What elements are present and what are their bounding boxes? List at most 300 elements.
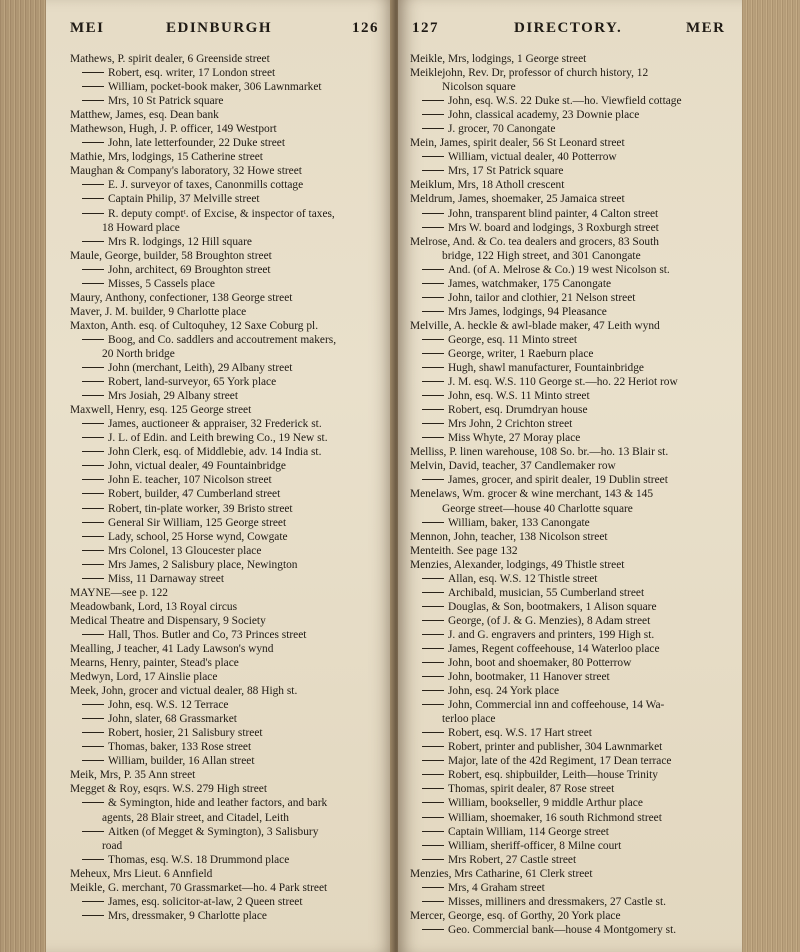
directory-entry	[410, 698, 726, 712]
entry-text: William, baker, 133 Canongate	[448, 516, 590, 529]
entry-text: Maxwell, Henry, esq. 125 George street	[70, 404, 252, 417]
entry-text: Geo. Commercial bank—house 4 Montgomery st.	[448, 923, 677, 936]
ditto-dash	[422, 395, 444, 396]
ditto-dash	[82, 493, 104, 494]
ditto-dash	[82, 634, 104, 635]
entry-text: Lady, school, 25 Horse wynd, Cowgate	[108, 530, 288, 543]
directory-entry	[70, 403, 382, 417]
entry-text: E. J. surveyor of taxes, Canonmills cottage	[108, 179, 304, 192]
entry-text: J. M. esq. W.S. 110 George st.—ho. 22 Heriot row	[448, 376, 678, 389]
ditto-dash	[422, 774, 444, 775]
entry-text: George street—house 40 Charlotte square	[442, 502, 633, 515]
ditto-dash	[422, 311, 444, 312]
ditto-dash	[422, 929, 444, 930]
ditto-dash	[82, 522, 104, 523]
ditto-dash	[422, 479, 444, 480]
ditto-dash	[82, 564, 104, 565]
directory-entry	[70, 122, 382, 136]
entry-text: John, architect, 69 Broughton street	[108, 263, 271, 276]
ditto-dash	[82, 578, 104, 579]
directory-entry	[410, 642, 726, 656]
directory-entry	[410, 136, 726, 150]
entry-text: John E. teacher, 107 Nicolson street	[108, 474, 272, 487]
left-header-title: EDINBURGH	[166, 20, 273, 36]
right-page-number: 127	[412, 20, 439, 36]
entry-text: Mearns, Henry, painter, Stead's place	[70, 657, 239, 670]
directory-entry	[410, 530, 726, 544]
ditto-dash	[82, 550, 104, 551]
directory-entry	[70, 249, 382, 263]
ditto-dash	[422, 213, 444, 214]
directory-entry	[410, 178, 726, 192]
ditto-dash	[82, 746, 104, 747]
entry-text: Boog, and Co. saddlers and accoutrement makers,	[108, 333, 337, 346]
directory-entry	[70, 52, 382, 66]
directory-entry	[410, 417, 726, 431]
entry-text: Maver, J. M. builder, 9 Charlotte place	[70, 305, 247, 318]
entry-text: Melliss, P. linen warehouse, 108 So. br.—ho. 13 Blair st.	[410, 446, 669, 459]
entry-text: James, auctioneer & appraiser, 32 Frederick st.	[108, 418, 322, 431]
entry-text: Maule, George, builder, 58 Broughton street	[70, 249, 272, 262]
entry-text: James, watchmaker, 175 Canongate	[448, 277, 612, 290]
entry-text: William, builder, 16 Allan street	[108, 755, 255, 768]
entry-text: Mrs, 10 St Patrick square	[108, 95, 224, 108]
directory-entry	[410, 768, 726, 782]
directory-entry	[410, 825, 726, 839]
directory-entry	[70, 600, 382, 614]
directory-entry	[410, 235, 726, 249]
entry-text: Hugh, shawl manufacturer, Fountainbridge	[448, 362, 644, 375]
entry-text: John, esq. 24 York place	[448, 685, 560, 698]
ditto-dash	[422, 297, 444, 298]
entry-text: J. grocer, 70 Canongate	[448, 123, 556, 136]
entry-text: Meldrum, James, shoemaker, 25 Jamaica street	[410, 193, 625, 206]
directory-entry	[410, 249, 726, 263]
entry-text: Maughan & Company's laboratory, 32 Howe street	[70, 165, 302, 178]
ditto-dash	[82, 423, 104, 424]
directory-entry	[70, 221, 382, 235]
directory-entry	[410, 811, 726, 825]
ditto-dash	[422, 606, 444, 607]
entry-text: And. (of A. Melrose & Co.) 19 west Nicolson st.	[448, 263, 670, 276]
entry-text: Aitken (of Megget & Symington), 3 Salisbury	[108, 825, 319, 838]
entry-text: Captain Philip, 37 Melville street	[108, 193, 260, 206]
directory-entry	[410, 782, 726, 796]
entry-text: Robert, esq. Drumdryan house	[448, 404, 588, 417]
directory-entry	[70, 431, 382, 445]
ditto-dash	[82, 437, 104, 438]
entry-text: 20 North bridge	[102, 347, 175, 360]
ditto-dash	[422, 817, 444, 818]
right-page	[398, 0, 742, 952]
ditto-dash	[82, 802, 104, 803]
directory-entry	[70, 192, 382, 206]
entry-text: Mercer, George, esq. of Gorthy, 20 York place	[410, 909, 621, 922]
directory-entry	[70, 319, 382, 333]
directory-entry	[410, 740, 726, 754]
left-header-abbrev: MEI	[70, 20, 105, 36]
directory-entry	[410, 122, 726, 136]
ditto-dash	[82, 465, 104, 466]
directory-entry	[410, 656, 726, 670]
entry-text: Douglas, & Son, bootmakers, 1 Alison square	[448, 600, 657, 613]
ditto-dash	[82, 198, 104, 199]
entry-text: William, pocket-book maker, 306 Lawnmarket	[108, 81, 322, 94]
ditto-dash	[422, 156, 444, 157]
entry-text: John, transparent blind painter, 4 Calton street	[448, 207, 659, 220]
entry-text: John, slater, 68 Grassmarket	[108, 713, 237, 726]
directory-entry	[70, 417, 382, 431]
directory-entry	[410, 726, 726, 740]
entry-text: John, tailor and clothier, 21 Nelson street	[448, 291, 636, 304]
entry-text: Meikle, Mrs, lodgings, 1 George street	[410, 53, 587, 65]
ditto-dash	[82, 381, 104, 382]
directory-entry	[410, 881, 726, 895]
directory-entry	[70, 459, 382, 473]
directory-entry	[410, 319, 726, 333]
directory-entry	[70, 305, 382, 319]
directory-entry	[70, 516, 382, 530]
entry-text: Mrs John, 2 Crichton street	[448, 418, 573, 431]
ditto-dash	[82, 479, 104, 480]
entry-text: Meikle, G. merchant, 70 Grassmarket—ho. 4 Park street	[70, 881, 328, 894]
ditto-dash	[82, 451, 104, 452]
ditto-dash	[82, 536, 104, 537]
entry-text: R. deputy comptᵗ. of Excise, & inspector of taxes,	[108, 207, 335, 220]
ditto-dash	[422, 676, 444, 677]
entry-text: John, esq. W.S. 11 Minto street	[448, 390, 590, 403]
ditto-dash	[422, 353, 444, 354]
entry-text: Misses, 5 Cassels place	[108, 277, 215, 290]
entry-text: Mrs, 17 St Patrick square	[448, 165, 564, 178]
ditto-dash	[422, 437, 444, 438]
entry-text: William, bookseller, 9 middle Arthur place	[448, 797, 643, 810]
ditto-dash	[82, 760, 104, 761]
ditto-dash	[422, 831, 444, 832]
right-page-header	[412, 20, 726, 42]
directory-entry	[70, 291, 382, 305]
entry-text: John Clerk, esq. of Middlebie, adv. 14 India st.	[108, 446, 322, 459]
ditto-dash	[422, 283, 444, 284]
directory-entry	[70, 656, 382, 670]
directory-entry	[70, 754, 382, 768]
entry-text: John, boot and shoemaker, 80 Potterrow	[448, 657, 632, 670]
entry-text: Maxton, Anth. esq. of Cultoquhey, 12 Saxe Coburg pl.	[70, 319, 319, 332]
right-page-edges	[742, 0, 800, 952]
ditto-dash	[422, 114, 444, 115]
entry-text: Miss, 11 Darnaway street	[108, 572, 224, 585]
directory-entry	[70, 544, 382, 558]
entry-text: James, Regent coffeehouse, 14 Waterloo place	[448, 642, 660, 655]
directory-entry	[410, 600, 726, 614]
entry-text: John, late letterfounder, 22 Duke street	[108, 137, 285, 150]
ditto-dash	[82, 213, 104, 214]
entry-text: Robert, esq. shipbuilder, Leith—house Trinity	[448, 769, 658, 782]
entry-text: Mrs, 4 Graham street	[448, 881, 545, 894]
directory-entry	[70, 375, 382, 389]
ditto-dash	[422, 901, 444, 902]
directory-entry	[70, 277, 382, 291]
directory-entry	[70, 726, 382, 740]
entry-text: & Symington, hide and leather factors, and bark	[108, 797, 328, 810]
entry-text: bridge, 122 High street, and 301 Canongate	[442, 249, 641, 262]
ditto-dash	[422, 887, 444, 888]
directory-entry	[70, 839, 382, 853]
directory-entry	[70, 80, 382, 94]
left-page-edges	[0, 0, 46, 952]
right-entries-list	[410, 52, 726, 937]
entry-text: Mathews, P. spirit dealer, 6 Greenside street	[70, 53, 270, 65]
entry-text: Mrs James, lodgings, 94 Pleasance	[448, 305, 607, 318]
entry-text: Mealling, J teacher, 41 Lady Lawson's wynd	[70, 642, 274, 655]
left-page-header	[70, 20, 380, 42]
left-entries-list	[70, 52, 382, 923]
entry-text: Mennon, John, teacher, 138 Nicolson street	[410, 530, 608, 543]
entry-text: Robert, tin-plate worker, 39 Bristo street	[108, 502, 293, 515]
entry-text: 18 Howard place	[102, 221, 180, 234]
directory-entry	[70, 811, 382, 825]
directory-entry	[70, 586, 382, 600]
ditto-dash	[82, 100, 104, 101]
directory-entry	[410, 895, 726, 909]
ditto-dash	[422, 578, 444, 579]
directory-entry	[410, 361, 726, 375]
entry-text: Meiklejohn, Rev. Dr, professor of church history, 12	[410, 67, 649, 80]
ditto-dash	[82, 704, 104, 705]
directory-entry	[410, 164, 726, 178]
entry-text: Robert, hosier, 21 Salisbury street	[108, 727, 263, 740]
entry-text: John, esq. W.S. 22 Duke st.—ho. Viewfield cottage	[448, 95, 682, 108]
directory-entry	[410, 712, 726, 726]
entry-text: Meek, John, grocer and victual dealer, 88 High st.	[70, 685, 298, 698]
directory-entry	[70, 136, 382, 150]
directory-entry	[410, 207, 726, 221]
entry-text: John, classical academy, 23 Downie place	[448, 109, 640, 122]
entry-text: Thomas, baker, 133 Rose street	[108, 741, 252, 754]
entry-text: Misses, milliners and dressmakers, 27 Castle st.	[448, 895, 666, 908]
directory-entry	[70, 94, 382, 108]
ditto-dash	[422, 269, 444, 270]
directory-entry	[70, 895, 382, 909]
directory-entry	[410, 445, 726, 459]
entry-text: Mrs R. lodgings, 12 Hill square	[108, 235, 252, 248]
ditto-dash	[82, 339, 104, 340]
directory-entry	[70, 572, 382, 586]
directory-entry	[410, 108, 726, 122]
ditto-dash	[82, 859, 104, 860]
directory-entry	[70, 558, 382, 572]
ditto-dash	[422, 648, 444, 649]
entry-text: Captain William, 114 George street	[448, 825, 609, 838]
entry-text: Mrs W. board and lodgings, 3 Roxburgh street	[448, 221, 659, 234]
directory-entry	[70, 164, 382, 178]
directory-entry	[410, 94, 726, 108]
entry-text: Hall, Thos. Butler and Co, 73 Princes street	[108, 628, 307, 641]
right-header-title: DIRECTORY.	[514, 20, 623, 36]
entry-text: Thomas, spirit dealer, 87 Rose street	[448, 783, 615, 796]
directory-entry	[410, 80, 726, 94]
directory-entry	[410, 192, 726, 206]
directory-entry	[70, 263, 382, 277]
directory-entry	[410, 375, 726, 389]
directory-entry	[410, 333, 726, 347]
ditto-dash	[422, 859, 444, 860]
ditto-dash	[422, 170, 444, 171]
directory-entry	[410, 347, 726, 361]
directory-entry	[410, 389, 726, 403]
entry-text: Menteith. See page 132	[410, 544, 518, 557]
entry-text: William, shoemaker, 16 south Richmond street	[448, 811, 662, 824]
directory-entry	[70, 66, 382, 80]
ditto-dash	[422, 690, 444, 691]
directory-entry	[70, 867, 382, 881]
directory-entry	[410, 853, 726, 867]
entry-text: J. and G. engravers and printers, 199 High st.	[448, 628, 655, 641]
entry-text: Archibald, musician, 55 Cumberland street	[448, 586, 645, 599]
entry-text: Miss Whyte, 27 Moray place	[448, 432, 581, 445]
entry-text: Menzies, Mrs Catharine, 61 Clerk street	[410, 867, 593, 880]
directory-entry	[410, 263, 726, 277]
entry-text: Meiklum, Mrs, 18 Atholl crescent	[410, 179, 565, 192]
directory-entry	[70, 207, 382, 221]
directory-entry	[70, 853, 382, 867]
entry-text: Robert, esq. W.S. 17 Hart street	[448, 727, 592, 740]
directory-entry	[410, 305, 726, 319]
left-page	[46, 0, 394, 952]
ditto-dash	[422, 339, 444, 340]
directory-entry	[410, 66, 726, 80]
ditto-dash	[422, 100, 444, 101]
ditto-dash	[82, 269, 104, 270]
ditto-dash	[422, 367, 444, 368]
entry-text: Robert, printer and publisher, 304 Lawnmarket	[448, 741, 663, 754]
directory-entry	[70, 909, 382, 923]
ditto-dash	[422, 620, 444, 621]
ditto-dash	[422, 592, 444, 593]
ditto-dash	[422, 381, 444, 382]
entry-text: Melrose, And. & Co. tea dealers and grocers, 83 South	[410, 235, 659, 248]
entry-text: Megget & Roy, esqrs. W.S. 279 High street	[70, 783, 268, 796]
ditto-dash	[82, 241, 104, 242]
right-header-abbrev: MER	[686, 20, 726, 36]
directory-entry	[70, 782, 382, 796]
directory-entry	[70, 740, 382, 754]
ditto-dash	[82, 283, 104, 284]
directory-entry	[410, 923, 726, 937]
entry-text: agents, 28 Blair street, and Citadel, Leith	[102, 811, 289, 824]
entry-text: Medwyn, Lord, 17 Ainslie place	[70, 671, 218, 684]
entry-text: Medical Theatre and Dispensary, 9 Society	[70, 614, 266, 627]
ditto-dash	[82, 831, 104, 832]
directory-entry	[70, 502, 382, 516]
ditto-dash	[422, 746, 444, 747]
directory-entry	[70, 712, 382, 726]
directory-entry	[70, 473, 382, 487]
entry-text: James, esq. solicitor-at-law, 2 Queen street	[108, 895, 303, 908]
directory-entry	[410, 628, 726, 642]
entry-text: Mrs Colonel, 13 Gloucester place	[108, 544, 262, 557]
directory-entry	[70, 530, 382, 544]
directory-entry	[410, 52, 726, 66]
entry-text: Menzies, Alexander, lodgings, 49 Thistle street	[410, 558, 625, 571]
directory-entry	[410, 403, 726, 417]
ditto-dash	[422, 423, 444, 424]
directory-entry	[70, 150, 382, 164]
entry-text: Nicolson square	[442, 81, 516, 94]
entry-text: John, victual dealer, 49 Fountainbridge	[108, 460, 286, 473]
directory-entry	[70, 347, 382, 361]
entry-text: General Sir William, 125 George street	[108, 516, 287, 529]
entry-text: Major, late of the 42d Regiment, 17 Dean terrace	[448, 755, 672, 768]
entry-text: James, grocer, and spirit dealer, 19 Dublin street	[448, 474, 668, 487]
directory-entry	[70, 178, 382, 192]
directory-entry	[70, 881, 382, 895]
entry-text: William, sheriff-officer, 8 Milne court	[448, 839, 622, 852]
directory-entry	[70, 361, 382, 375]
entry-text: John, esq. W.S. 12 Terrace	[108, 699, 229, 712]
entry-text: Menelaws, Wm. grocer & wine merchant, 143 & 145	[410, 488, 654, 501]
directory-entry	[410, 558, 726, 572]
ditto-dash	[422, 409, 444, 410]
entry-text: Mrs Josiah, 29 Albany street	[108, 390, 239, 403]
entry-text: road	[102, 839, 123, 852]
directory-entry	[410, 150, 726, 164]
directory-entry	[70, 642, 382, 656]
ditto-dash	[82, 367, 104, 368]
directory-entry	[410, 431, 726, 445]
left-page-number: 126	[352, 20, 379, 36]
ditto-dash	[82, 86, 104, 87]
entry-text: Robert, esq. writer, 17 London street	[108, 67, 276, 80]
entry-text: Meik, Mrs, P. 35 Ann street	[70, 769, 196, 782]
ditto-dash	[422, 845, 444, 846]
directory-entry	[410, 754, 726, 768]
entry-text: Melvin, David, teacher, 37 Candlemaker row	[410, 460, 616, 473]
directory-entry	[410, 586, 726, 600]
ditto-dash	[422, 662, 444, 663]
directory-entry	[70, 825, 382, 839]
entry-text: Matthew, James, esq. Dean bank	[70, 109, 219, 122]
directory-entry	[410, 473, 726, 487]
entry-text: terloo place	[442, 713, 496, 726]
directory-entry	[410, 459, 726, 473]
directory-entry	[410, 670, 726, 684]
directory-entry	[70, 684, 382, 698]
directory-entry	[70, 108, 382, 122]
ditto-dash	[82, 142, 104, 143]
entry-text: William, victual dealer, 40 Potterrow	[448, 151, 617, 164]
ditto-dash	[82, 732, 104, 733]
directory-entry	[410, 614, 726, 628]
directory-entry	[70, 614, 382, 628]
directory-entry	[70, 235, 382, 249]
directory-entry	[70, 333, 382, 347]
entry-text: Meheux, Mrs Lieut. 6 Annfield	[70, 867, 213, 880]
entry-text: George, writer, 1 Raeburn place	[448, 347, 594, 360]
entry-text: J. L. of Edin. and Leith brewing Co., 19 New st.	[108, 432, 328, 445]
entry-text: Mathie, Mrs, lodgings, 15 Catherine street	[70, 151, 263, 164]
ditto-dash	[82, 508, 104, 509]
directory-entry	[410, 909, 726, 923]
entry-text: Meadowbank, Lord, 13 Royal circus	[70, 600, 238, 613]
directory-entry	[410, 277, 726, 291]
directory-entry	[70, 445, 382, 459]
directory-entry	[410, 796, 726, 810]
ditto-dash	[422, 760, 444, 761]
entry-text: Maury, Anthony, confectioner, 138 George street	[70, 291, 293, 304]
ditto-dash	[82, 184, 104, 185]
directory-entry	[70, 628, 382, 642]
